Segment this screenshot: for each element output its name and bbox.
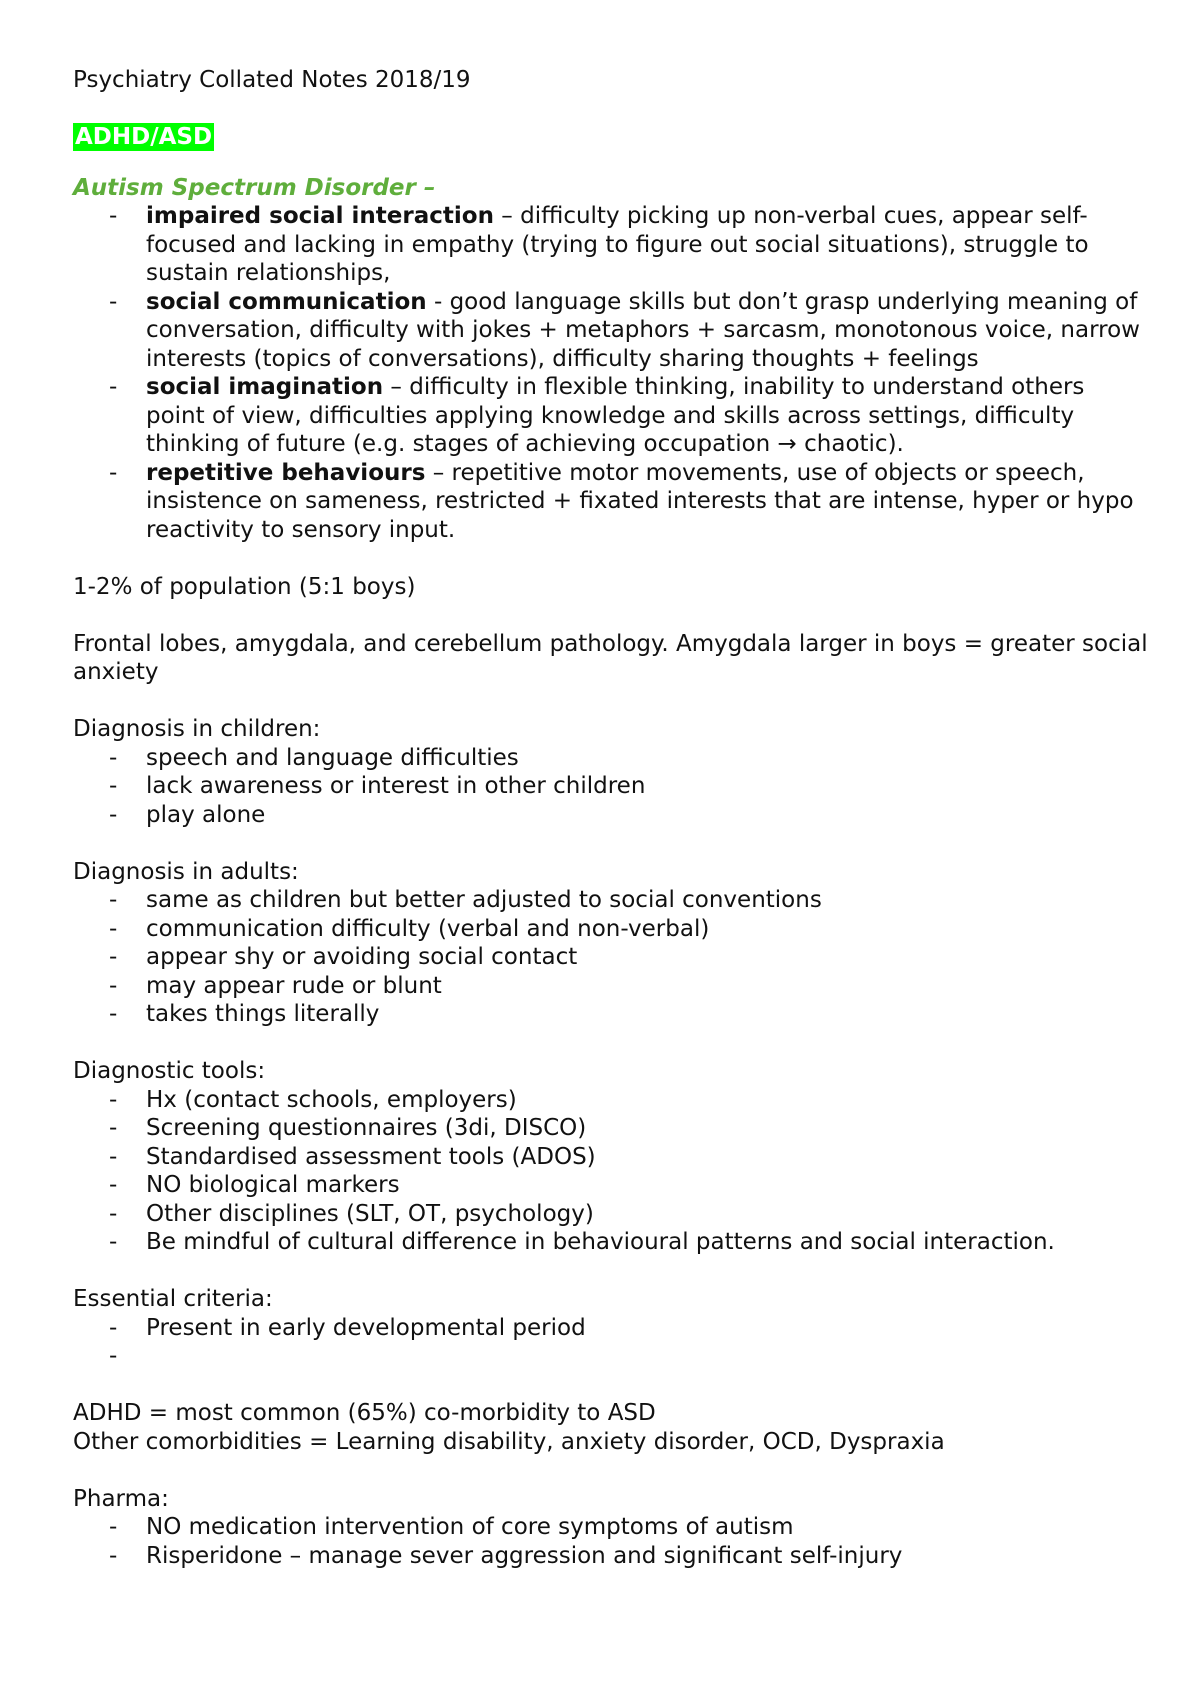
pharma-heading: Pharma: — [73, 1485, 169, 1512]
diagnostic-tools-heading: Diagnostic tools: — [73, 1058, 266, 1084]
document-title: Psychiatry Collated Notes 2018/19 — [73, 67, 471, 93]
essential-criteria-list — [73, 1314, 1148, 1371]
list-item: - NO biological markers — [73, 1171, 1148, 1200]
list-item: - appear shy or avoiding social contact — [73, 943, 1148, 972]
list-item: - communication difficulty (verbal and non-verbal) — [73, 915, 1148, 944]
diagnostic-tools-list — [73, 1086, 1148, 1257]
list-item: - may appear rude or blunt — [73, 972, 1148, 1001]
list-item: - Standardised assessment tools (ADOS) — [73, 1143, 1148, 1172]
diagnosis-adults-list — [73, 886, 1148, 1029]
list-item: - Present in early developmental period — [73, 1314, 1148, 1343]
diagnosis-children-list — [73, 744, 1148, 830]
list-item: - NO medication intervention of core symptoms of autism — [73, 1513, 1148, 1542]
list-item-empty — [73, 1342, 1148, 1371]
asd-heading: Autism Spectrum Disorder – — [73, 174, 436, 201]
list-item: - takes things literally — [73, 1000, 1148, 1029]
diagnosis-children-heading: Diagnosis in children: — [73, 716, 321, 742]
diagnosis-adults-heading: Diagnosis in adults: — [73, 858, 299, 885]
list-item: - lack awareness or interest in other children — [73, 772, 1148, 801]
list-item: - Other disciplines (SLT, OT, psychology) — [73, 1200, 1148, 1229]
essential-criteria-heading: Essential criteria: — [73, 1286, 273, 1312]
list-item: - play alone — [73, 801, 1148, 830]
list-item: - social communication - good language skills but don’t grasp underlying meaning of conversation, difficulty with jokes + metaphors + sarcasm, monotonous voice, narrow interests (topics of conversations), difficulty sharing thoughts + feelings — [73, 288, 1148, 374]
list-item: - impaired social interaction – difficulty picking up non-verbal cues, appear self-focused and lacking in empathy (trying to figure out social situations), struggle to sustain relationships, — [73, 202, 1148, 288]
section-tag-adhd-asd: ADHD/ASD — [75, 124, 213, 150]
pathology-text: Frontal lobes, amygdala, and cerebellum pathology. Amygdala larger in boys = greater social anxiety — [73, 630, 1148, 685]
list-item: - social imagination – difficulty in flexible thinking, inability to understand others point of view, difficulties applying knowledge and skills across settings, difficulty thinking of future (e.g. stages of achieving occupation → chaotic). — [73, 373, 1148, 459]
document-page — [73, 66, 1148, 1570]
list-item: - Risperidone – manage sever aggression and significant self-injury — [73, 1542, 1148, 1571]
asd-features-list — [73, 202, 1148, 544]
list-item: - Screening questionnaires (3di, DISCO) — [73, 1114, 1148, 1143]
list-item: - speech and language difficulties — [73, 744, 1148, 773]
pharma-list — [73, 1513, 1148, 1570]
prevalence-text: 1-2% of population (5:1 boys) — [73, 573, 416, 600]
comorbidity-adhd-text: ADHD = most common (65%) co-morbidity to ASD — [73, 1400, 656, 1426]
list-item: - same as children but better adjusted to social conventions — [73, 886, 1148, 915]
list-item: - Hx (contact schools, employers) — [73, 1086, 1148, 1115]
list-item: - Be mindful of cultural difference in behavioural patterns and social interaction. — [73, 1228, 1148, 1257]
comorbidity-other-text: Other comorbidities = Learning disability, anxiety disorder, OCD, Dyspraxia — [73, 1428, 945, 1455]
list-item: - repetitive behaviours – repetitive motor movements, use of objects or speech, insistence on sameness, restricted + fixated interests that are intense, hyper or hypo reactivity to sensory input. — [73, 459, 1148, 545]
